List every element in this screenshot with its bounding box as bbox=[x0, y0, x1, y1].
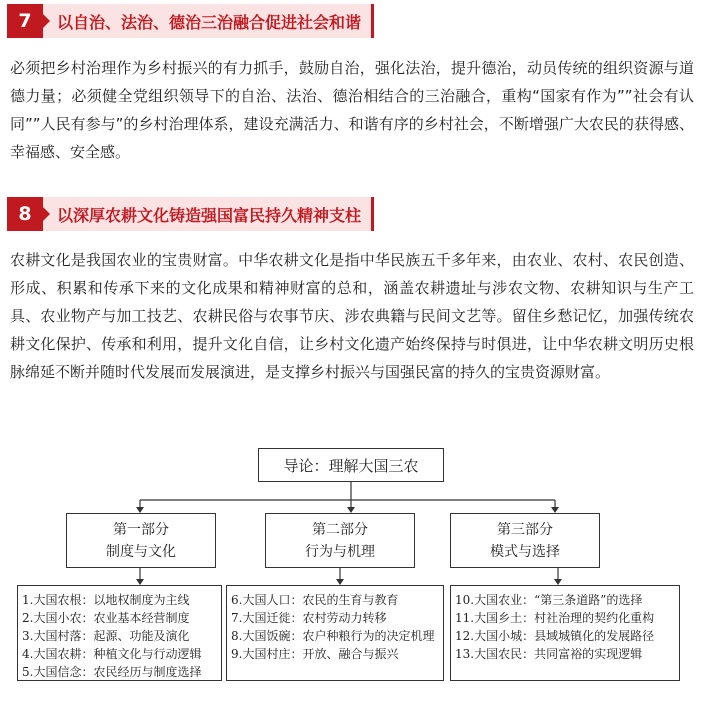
chapter-item: 12.大国小城：县域城镇化的发展路径 bbox=[455, 629, 655, 643]
part-1-chapter-list bbox=[17, 585, 222, 681]
section-8-header bbox=[7, 197, 374, 231]
part-2-title: 行为与机理 bbox=[305, 543, 375, 560]
section-7-title: 以自治、法治、德治三治融合促进社会和谐 bbox=[43, 4, 374, 38]
chapter-item: 7.大国迁徙：农村劳动力转移 bbox=[231, 611, 387, 625]
section-8-body: 农耕文化是我国农业的宝贵财富。中华农耕文化是指中华民族五千多年来，由农业、农村、农民创造、形成、积累和传承下来的文化成果和精神财富的总和，涵盖农耕遗址与涉农文物、农耕知识与生产工具、农业物产与加工技艺、农耕民俗与农事节庆、涉农典籍与民间文艺等。留住乡愁记忆，加强传统农耕文化保护、传承和利用，提升文化自信，让乡村文化遗产始终保持与时俱进，让中华农耕文明历史根脉绵延不断并随时代发展而发展演进，是支撑乡村振兴与国强民富的持久的宝贵资源财富。 bbox=[10, 251, 694, 381]
chapter-item: 11.大国乡土：村社治理的契约化重构 bbox=[455, 611, 655, 625]
section-7-header bbox=[7, 4, 374, 38]
part-3-title: 模式与选择 bbox=[490, 543, 560, 560]
part-2-label: 第二部分 bbox=[312, 521, 368, 538]
part-2-box bbox=[265, 513, 415, 568]
section-7-number-badge: 7 bbox=[7, 4, 43, 38]
part-1-title: 制度与文化 bbox=[106, 543, 176, 560]
chapter-item: 13.大国农民：共同富裕的实现逻辑 bbox=[455, 647, 643, 661]
part-2-chapter-list bbox=[226, 585, 444, 681]
part-3-chapter-list bbox=[450, 585, 680, 681]
chapter-item: 6.大国人口：农民的生育与教育 bbox=[231, 593, 399, 607]
part-3-label: 第三部分 bbox=[497, 521, 553, 538]
section-7-body: 必须把乡村治理作为乡村振兴的有力抓手，鼓励自治，强化法治，提升德治，动员传统的组织资源与道德力量；必须健全党组织领导下的自治、法治、德治相结合的三治融合，重构“国家有作为””社会有认同””人民有参与”的乡村治理体系，建设充满活力、和谐有序的乡村社会，不断增强广大农民的获得感、幸福感、安全感。 bbox=[10, 59, 694, 161]
chapter-item: 4.大国农耕：种植文化与行动逻辑 bbox=[22, 647, 202, 661]
part-1-box bbox=[66, 513, 216, 568]
chapter-item: 2.大国小农：农业基本经营制度 bbox=[22, 611, 190, 625]
chapter-item: 10.大国农业：“第三条道路”的选择 bbox=[455, 593, 643, 607]
section-8-title: 以深厚农耕文化铸造强国富民持久精神支柱 bbox=[43, 197, 374, 231]
chapter-item: 3.大国村落：起源、功能及演化 bbox=[22, 629, 190, 643]
chapter-item: 9.大国村庄：开放、融合与振兴 bbox=[231, 647, 399, 661]
chapter-item: 1.大国农根：以地权制度为主线 bbox=[22, 593, 190, 607]
chapter-item: 5.大国信念：农民经历与制度选择 bbox=[22, 665, 202, 679]
book-structure-diagram bbox=[0, 440, 702, 706]
chapter-item: 8.大国饭碗：农户种粮行为的决定机理 bbox=[231, 629, 435, 643]
diagram-root-box: 导论：理解大国三农 bbox=[258, 448, 444, 482]
part-1-label: 第一部分 bbox=[113, 521, 169, 538]
part-3-box bbox=[450, 513, 600, 568]
section-8-number-badge: 8 bbox=[7, 197, 43, 231]
